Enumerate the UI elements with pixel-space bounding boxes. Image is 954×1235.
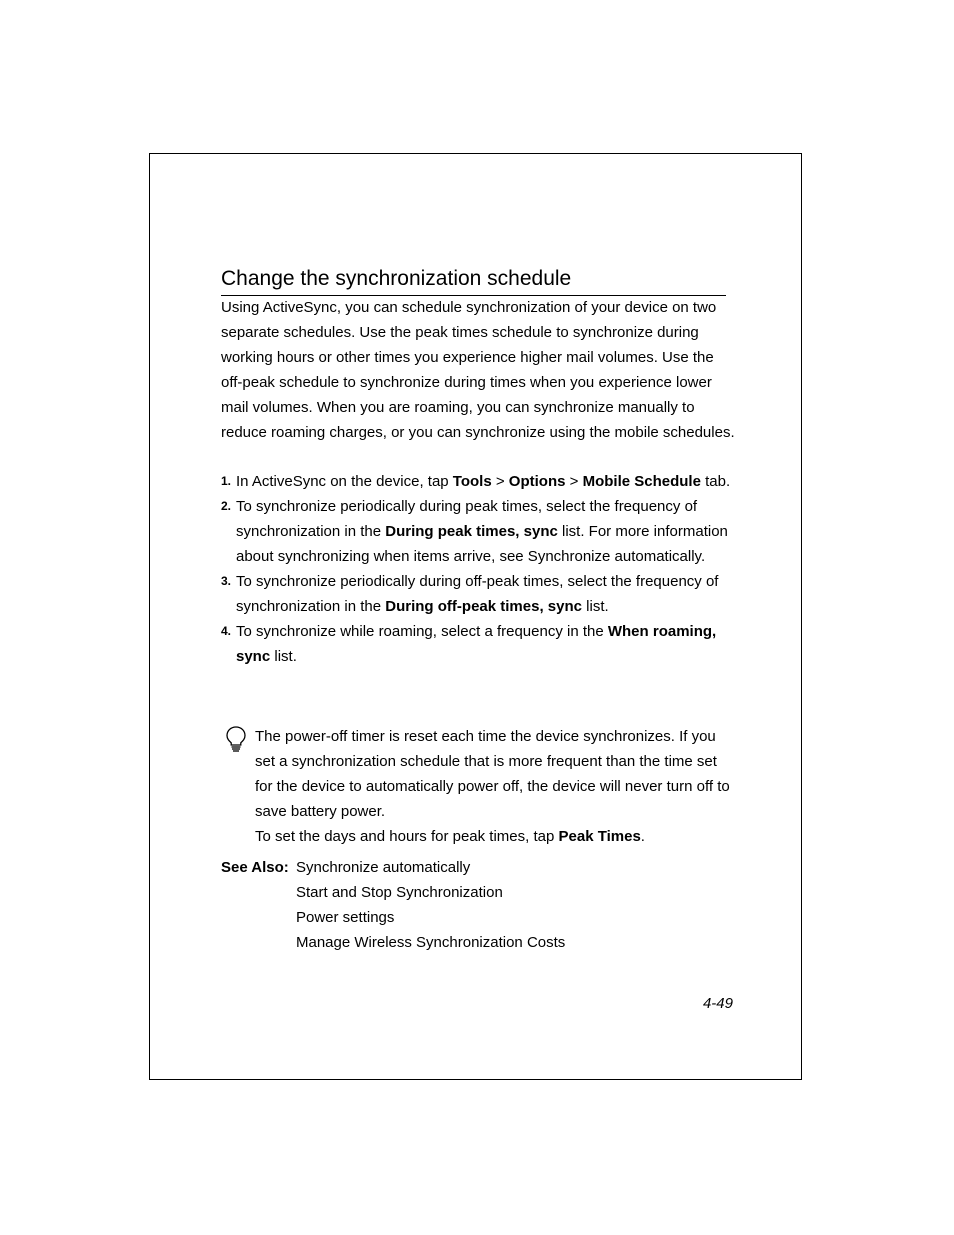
step-text: To synchronize periodically during peak times, select the frequency of synchronization in the During peak times, sync list. For more information about synchronizing when items arrive, see Synchronize automatically.	[236, 498, 728, 565]
note-tip: To set the days and hours for peak times, tap Peak Times.	[255, 828, 645, 845]
step-2	[221, 494, 736, 569]
step-3	[221, 569, 736, 619]
note-body	[255, 724, 736, 849]
options-menu-label: Options	[508, 473, 566, 490]
page-number: 4-49	[702, 995, 733, 1012]
step-number: 4.	[221, 624, 232, 638]
step-text: To synchronize while roaming, select a frequency in the When roaming, sync list.	[236, 623, 717, 665]
steps-list	[221, 469, 736, 669]
see-also-label: See Also:	[221, 859, 289, 876]
peak-times-label: Peak Times	[558, 828, 641, 845]
step-number: 3.	[221, 574, 232, 588]
see-also-section	[221, 855, 736, 955]
section-title: Change the synchronization schedule	[221, 267, 572, 290]
step-number: 2.	[221, 499, 232, 513]
note-block	[221, 724, 736, 849]
see-also-item: Manage Wireless Synchronization Costs	[296, 934, 566, 951]
see-also-list	[296, 855, 736, 955]
see-also-item: Start and Stop Synchronization	[296, 884, 503, 901]
mobile-schedule-tab-label: Mobile Schedule	[582, 473, 701, 490]
step-text: To synchronize periodically during off-peak times, select the frequency of synchronization in the During off-peak times, sync list.	[236, 573, 719, 615]
tools-menu-label: Tools	[452, 473, 492, 490]
peak-times-sync-label: During peak times, sync	[385, 523, 558, 540]
intro-paragraph: Using ActiveSync, you can schedule synchronization of your device on two separate schedules. Use the peak times schedule to synchronize during working hours or other times you experience higher mail volumes. Use the off-peak schedule to synchronize during times when you experience lower mail volumes. When you are roaming, you can synchronize manually to reduce roaming charges, or you can synchronize using the mobile schedules.	[221, 299, 735, 441]
step-4	[221, 619, 736, 669]
see-also-item: Power settings	[296, 909, 395, 926]
step-1	[221, 469, 736, 494]
see-also-item: Synchronize automatically	[296, 859, 471, 876]
step-text: In ActiveSync on the device, tap Tools > Options > Mobile Schedule tab.	[236, 473, 731, 490]
off-peak-times-sync-label: During off-peak times, sync	[385, 598, 582, 615]
step-number: 1.	[221, 474, 232, 488]
roaming-sync-label: When roaming, sync	[236, 623, 717, 665]
note-text: The power-off timer is reset each time the device synchronizes. If you set a synchronization schedule that is more frequent than the time set for the device to automatically power off, the device will never turn off to save battery power.	[255, 728, 730, 820]
lightbulb-icon	[224, 725, 248, 753]
